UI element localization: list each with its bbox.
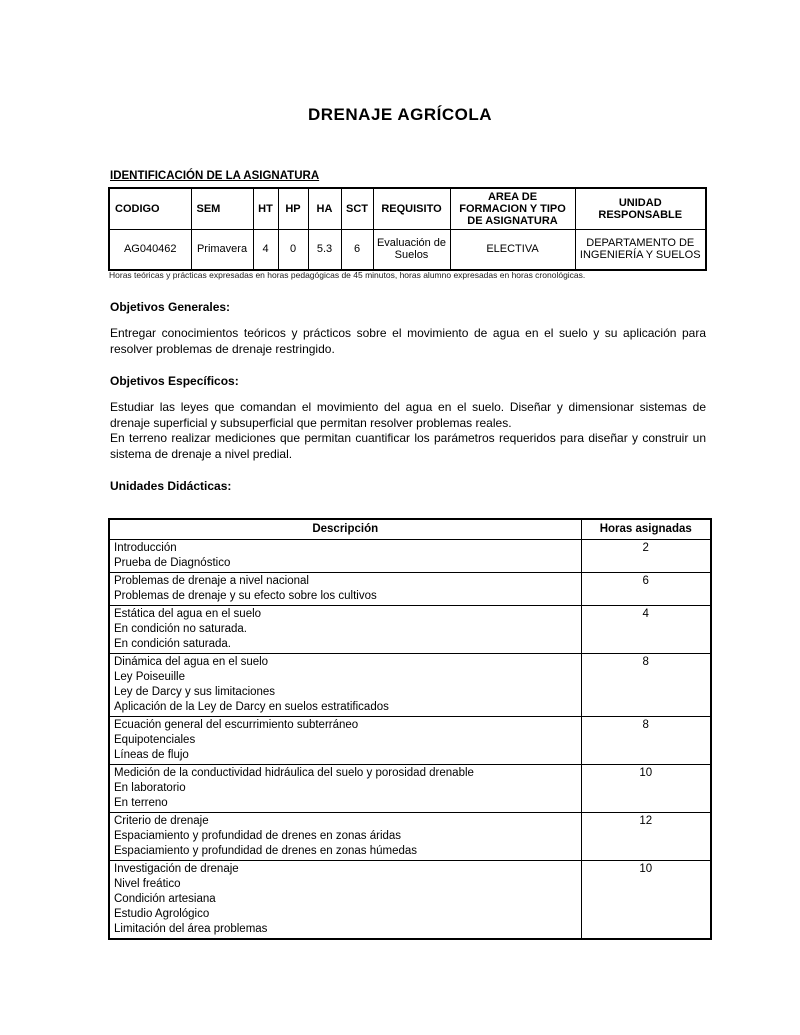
descripcion-line: Estática del agua en el suelo [114, 607, 262, 620]
descripcion-line: Ley de Darcy y sus limitaciones [114, 685, 276, 698]
column-header-area-formacion: AREA DE FORMACION Y TIPO DE ASIGNATURA [450, 188, 575, 230]
descripcion-line: Estudio Agrológico [114, 907, 210, 920]
descripcion-line: En terreno [114, 796, 168, 809]
descripcion-line: En condición saturada. [114, 637, 231, 650]
descripcion-cell [109, 716, 581, 764]
horas-cell: 12 [581, 812, 711, 860]
column-header-unidad-responsable: UNIDAD RESPONSABLE [575, 188, 706, 230]
descripcion-cell [109, 860, 581, 939]
table-row [109, 716, 711, 764]
cell-ha: 5.3 [308, 230, 341, 270]
descripcion-line: Investigación de drenaje [114, 862, 239, 875]
descripcion-line: Condición artesiana [114, 892, 216, 905]
descripcion-cell [109, 764, 581, 812]
table-row [109, 572, 711, 605]
document-title: DRENAJE AGRÍCOLA [308, 105, 492, 124]
table-row [109, 653, 711, 716]
descripcion-line: Espaciamiento y profundidad de drenes en zonas húmedas [114, 844, 418, 857]
horas-cell: 8 [581, 716, 711, 764]
descripcion-cell [109, 572, 581, 605]
objetivos-generales-text: Entregar conocimientos teóricos y prácticos sobre el movimiento de agua en el suelo y su aplicación para resolver problemas de drenaje restringido. [110, 326, 706, 356]
descripcion-cell [109, 539, 581, 572]
objetivos-especificos-paragraph: En terreno realizar mediciones que permitan cuantificar los parámetros requeridos para diseñar y construir un sistema de drenaje a nivel predial. [110, 431, 706, 461]
objetivos-especificos-text [110, 400, 706, 462]
descripcion-line: Problemas de drenaje a nivel nacional [114, 574, 309, 587]
identification-heading: IDENTIFICACIÓN DE LA ASIGNATURA [110, 170, 320, 182]
table-row [109, 605, 711, 653]
horas-cell: 6 [581, 572, 711, 605]
horas-cell: 4 [581, 605, 711, 653]
descripcion-line: Criterio de drenaje [114, 814, 209, 827]
descripcion-line: En laboratorio [114, 781, 186, 794]
column-header-ht: HT [253, 188, 278, 230]
column-header-descripcion: Descripción [109, 519, 581, 539]
descripcion-cell [109, 605, 581, 653]
descripcion-line: Nivel freático [114, 877, 181, 890]
table-row [109, 812, 711, 860]
unidades-didacticas-heading: Unidades Didácticas: [110, 479, 232, 493]
table-row [109, 764, 711, 812]
descripcion-line: Medición de la conductividad hidráulica del suelo y porosidad drenable [114, 766, 474, 779]
identification-data-row [109, 230, 706, 270]
column-header-horas-asignadas: Horas asignadas [581, 519, 711, 539]
column-header-codigo: CODIGO [109, 188, 191, 230]
descripcion-line: Ecuación general del escurrimiento subterráneo [114, 718, 359, 731]
descripcion-line: Equipotenciales [114, 733, 196, 746]
cell-sct: 6 [341, 230, 373, 270]
table-row [109, 860, 711, 939]
objetivos-especificos-paragraph: Estudiar las leyes que comandan el movimiento del agua en el suelo. Diseñar y dimensionar sistemas de drenaje superficial y subsuperficial que permitan resolver problemas reales. [110, 400, 706, 430]
cell-ht: 4 [253, 230, 278, 270]
descripcion-line: Espaciamiento y profundidad de drenes en zonas áridas [114, 829, 402, 842]
column-header-requisito: REQUISITO [373, 188, 450, 230]
column-header-sct: SCT [341, 188, 373, 230]
column-header-ha: HA [308, 188, 341, 230]
unidades-header-row [109, 519, 711, 539]
descripcion-line: Introducción [114, 541, 177, 554]
descripcion-line: Ley Poiseuille [114, 670, 185, 683]
descripcion-line: Aplicación de la Ley de Darcy en suelos estratificados [114, 700, 389, 713]
column-header-sem: SEM [191, 188, 253, 230]
table-row [109, 539, 711, 572]
objetivos-especificos-heading: Objetivos Específicos: [110, 374, 239, 388]
cell-area-formacion: ELECTIVA [450, 230, 575, 270]
unidades-didacticas-table [108, 518, 712, 940]
descripcion-line: Limitación del área problemas [114, 922, 268, 935]
descripcion-line: En condición no saturada. [114, 622, 247, 635]
hours-footnote: Horas teóricas y prácticas expresadas en horas pedagógicas de 45 minutos, horas alumno expresadas en horas cronológicas. [109, 270, 586, 280]
cell-codigo: AG040462 [109, 230, 191, 270]
cell-requisito: Evaluación de Suelos [373, 230, 450, 270]
horas-cell: 8 [581, 653, 711, 716]
cell-sem: Primavera [191, 230, 253, 270]
identification-header-row [109, 188, 706, 230]
horas-cell: 10 [581, 860, 711, 939]
descripcion-cell [109, 812, 581, 860]
horas-cell: 10 [581, 764, 711, 812]
horas-cell: 2 [581, 539, 711, 572]
descripcion-line: Líneas de flujo [114, 748, 189, 761]
cell-hp: 0 [278, 230, 308, 270]
cell-unidad-responsable: DEPARTAMENTO DE INGENIERÍA Y SUELOS [575, 230, 706, 270]
descripcion-cell [109, 653, 581, 716]
descripcion-line: Problemas de drenaje y su efecto sobre los cultivos [114, 589, 377, 602]
identification-table [108, 187, 707, 271]
descripcion-line: Dinámica del agua en el suelo [114, 655, 269, 668]
descripcion-line: Prueba de Diagnóstico [114, 556, 231, 569]
objetivos-generales-heading: Objetivos Generales: [110, 300, 231, 314]
column-header-hp: HP [278, 188, 308, 230]
